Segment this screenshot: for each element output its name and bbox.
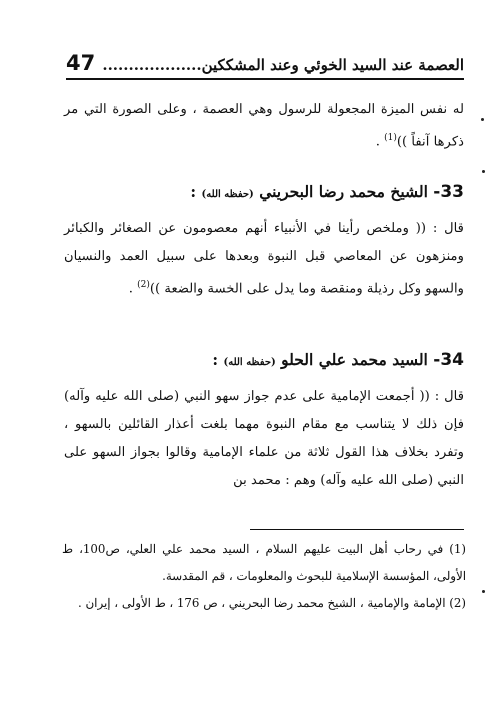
intro-end: . <box>375 134 385 150</box>
intro-paragraph-block <box>64 96 464 156</box>
section-33-heading <box>64 180 464 207</box>
section-34-name: السيد محمد علي الحلو <box>275 350 434 369</box>
footnote-ref-2: (2) <box>137 280 150 290</box>
page-header <box>66 48 464 80</box>
running-title: العصمة عند السيد الخوئي وعند المشككين................... <box>102 56 464 74</box>
section-33 <box>64 180 464 303</box>
section-33-name: الشيخ محمد رضا البحريني <box>253 182 434 201</box>
section-33-colon: : <box>190 182 202 201</box>
section-34-heading <box>64 348 464 375</box>
scan-speck <box>481 118 484 121</box>
section-33-number: 33- <box>433 182 464 202</box>
footnotes <box>62 536 466 617</box>
section-33-honorific: (حفظه الله) <box>201 189 254 200</box>
scan-speck <box>482 170 485 173</box>
footnote-1: (1) في رحاب أهل البيت عليهم السلام ، السيد محمد علي العلي، ص100، ط الأولى، المؤسسة الإسلامية للبحوث والمعلومات ، قم المقدسة. <box>62 542 467 583</box>
section-33-text: قال : (( وملخص رأينا في الأنبياء أنهم معصومون عن الصغائر والكبائر ومنزهون عن المعاصي قبل النبوة وبعدها على سبيل العمد والنسيان والسهو وكل رذيلة ومنقصة وما يدل على الخسة والضعة )) <box>64 221 464 297</box>
footnote-separator <box>250 529 464 530</box>
section-34 <box>64 348 464 495</box>
section-34-honorific: (حفظه الله) <box>223 357 276 368</box>
section-33-end: . <box>128 281 138 297</box>
intro-paragraph <box>64 96 464 156</box>
footnote-2: (2) الإمامة والإمامية ، الشيخ محمد رضا البحريني ، ص 176 ، ط الأولى ، إيران . <box>78 596 466 610</box>
footnote-ref-1: (1) <box>384 133 397 143</box>
scan-speck <box>482 590 485 593</box>
intro-text: له نفس الميزة المجعولة للرسول وهي العصمة ، وعلى الصورة التي مر ذكرها آنفاً )) <box>64 102 464 150</box>
section-34-paragraph: قال : (( أجمعت الإمامية على عدم جواز سهو النبي (صلى الله عليه وآله) فإن ذلك لا يتناسب مع مقام النبوة مهما بلغت أعذار القائلين بالسهو ، وتفرد بخلاف هذا القول ثلاثة من علماء الإمامية وقالوا بجواز السهو على النبي (صلى الله عليه وآله) وهم : محمد بن <box>64 389 464 488</box>
page-number: 47 <box>66 51 96 75</box>
section-33-paragraph <box>64 215 464 303</box>
section-34-colon: : <box>212 350 224 369</box>
section-34-number: 34- <box>433 350 464 370</box>
